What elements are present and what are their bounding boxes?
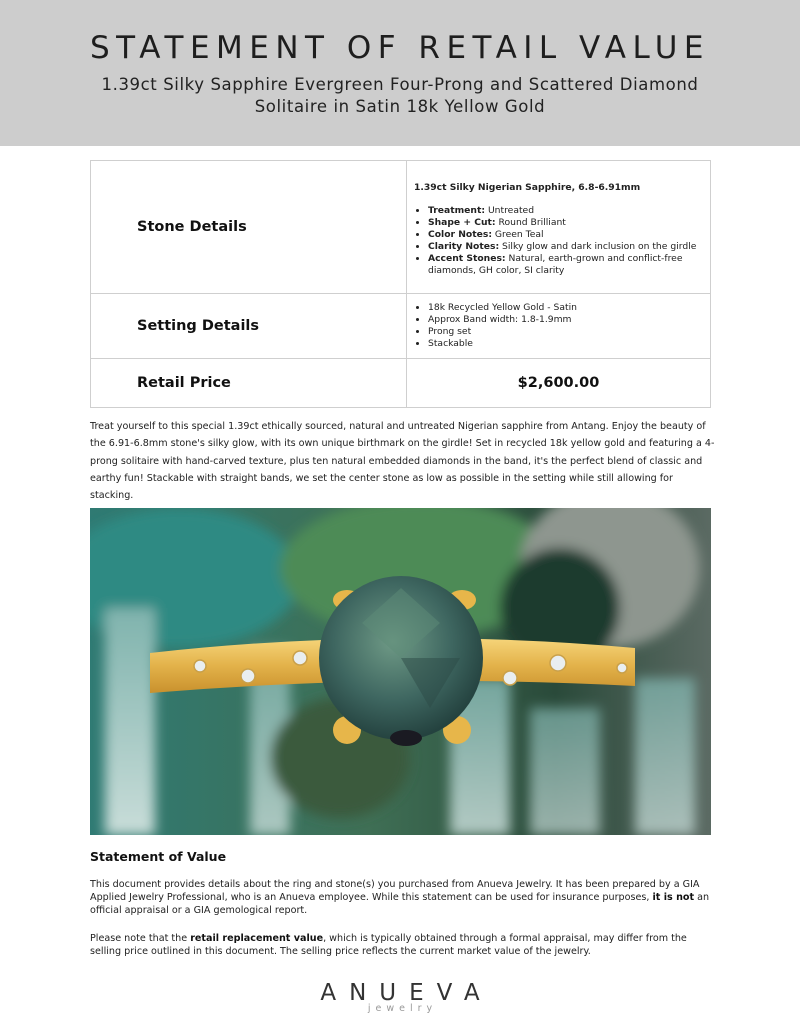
logo-subtitle: jewelry <box>367 1003 438 1014</box>
setting-details-row <box>91 294 711 359</box>
ring-photo-illustration <box>90 508 711 835</box>
statement-heading: Statement of Value <box>90 849 227 864</box>
list-item: • 18k Recycled Yellow Gold - Satin <box>428 302 702 314</box>
list-item: • Treatment: Untreated <box>428 205 702 217</box>
retail-price-row <box>91 359 711 408</box>
anueva-logo <box>300 980 500 1014</box>
list-item: • Shape + Cut: Round Brilliant <box>428 217 702 229</box>
statement-paragraph-1: This document provides details about the ring and stone(s) you purchased from Anueva Jewelry. It has been prepared by a GIA Applied Jewelry Professional, who is an Anueva employee. While this statement can be used for insurance purposes, it is not an official appraisal or a GIA gemological report. <box>90 879 710 917</box>
statement-paragraph-2: Please note that the retail replacement value, which is typically obtained through a formal appraisal, may differ from the selling price outlined in this document. The selling price reflects the current market value of the jewelry. <box>90 933 687 958</box>
stone-details-label: Stone Details <box>91 161 407 294</box>
list-item: • Stackable <box>428 338 702 350</box>
retail-price-value: $2,600.00 <box>407 359 711 408</box>
list-item: • Clarity Notes: Silky glow and dark inclusion on the girdle <box>428 241 702 253</box>
list-item: • Prong set <box>428 326 702 338</box>
product-photo <box>90 508 711 835</box>
details-table <box>90 160 711 408</box>
retail-price-label: Retail Price <box>91 359 407 408</box>
stone-details-value <box>407 161 711 294</box>
list-item: • Accent Stones: Natural, earth-grown and conflict-free diamonds, GH color, SI clarity <box>428 253 702 277</box>
setting-details-label: Setting Details <box>91 294 407 359</box>
list-item: • Color Notes: Green Teal <box>428 229 702 241</box>
product-description: Treat yourself to this special 1.39ct ethically sourced, natural and untreated Nigerian sapphire from Antang. Enjoy the beauty of the 6.91-6.8mm stone's silky glow, with its own unique birthmark on the girdle! Set in recycled 18k yellow gold and featuring a 4-prong solitaire with hand-carved texture, plus ten natural embedded diamonds in the band, it's the perfect blend of classic and earthy fun! Stackable with straight bands, we set the center stone as low as possible in the setting while still allowing for stacking. <box>90 421 715 502</box>
page-title: STATEMENT OF RETAIL VALUE <box>90 30 710 66</box>
setting-details-value <box>407 294 711 359</box>
page-subtitle: 1.39ct Silky Sapphire Evergreen Four-Prong and Scattered Diamond Solitaire in Satin 18k Yellow Gold <box>101 75 699 116</box>
stone-heading: 1.39ct Silky Nigerian Sapphire, 6.8-6.91mm <box>414 181 641 193</box>
page-header <box>0 0 800 146</box>
setting-details-list <box>414 302 702 350</box>
stone-details-list <box>414 205 702 277</box>
list-item: • Approx Band width: 1.8-1.9mm <box>428 314 702 326</box>
stone-details-row <box>91 161 711 294</box>
logo-name: ANUEVA <box>320 980 493 1006</box>
